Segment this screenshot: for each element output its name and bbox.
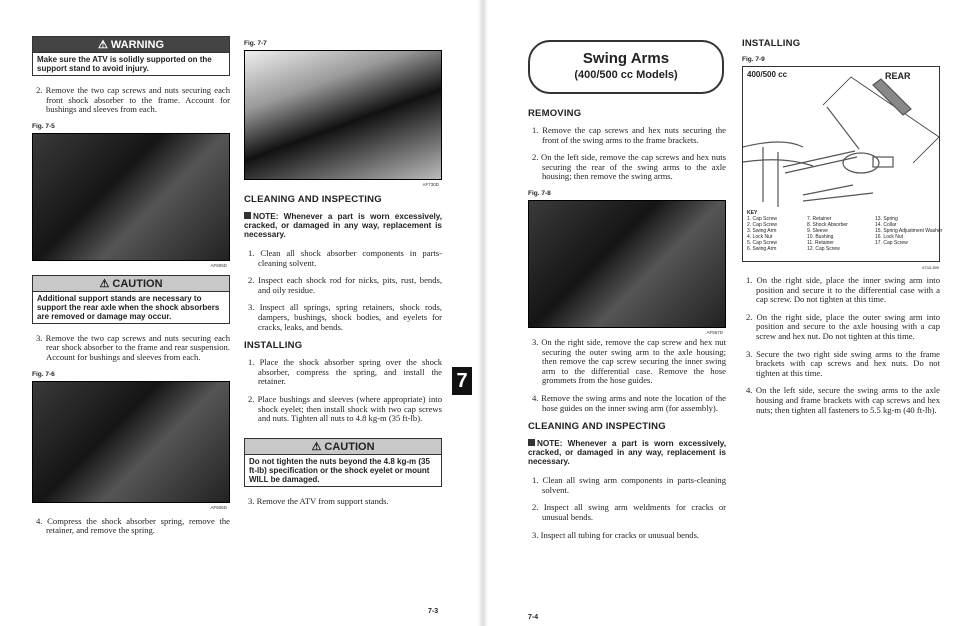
caution-box: [244, 438, 442, 487]
caution-title: ⚠ CAUTION: [33, 276, 229, 291]
figure-label: Fig. 7-5: [32, 122, 55, 130]
right-col-2: [742, 38, 943, 423]
step: 2. Inspect all swing arm weldments for cracks or unusual bends.: [532, 502, 726, 522]
step: 3. Remove the two cap screws and nuts securing each rear shock absorber to the frame and rear suspension. Account for bushings and sleeves from each.: [36, 332, 230, 362]
step: 1. Clean all swing arm components in parts-cleaning solvent.: [532, 475, 726, 495]
figure-label: Fig. 7-9: [742, 56, 765, 63]
section-heading: INSTALLING: [742, 38, 801, 49]
figure-label: Fig. 7-7: [244, 40, 267, 47]
section-tab: 7: [452, 367, 472, 395]
step: 2. Place bushings and sleeves (where appropriate) into shock eyelet; then install shock with two cap screws and nuts. Tighten all nuts to 4.8 kg-m (35 ft-lb).: [248, 393, 442, 424]
step: 2. On the right side, place the outer swing arm into position and secure to the axle housing with a cap screw and hex nut. Do not tighten at this time.: [746, 311, 940, 341]
step: 2. Inspect each shock rod for nicks, pits, rust, bends, and oily residue.: [248, 275, 442, 295]
step: 4. Compress the shock absorber spring, remove the retainer, and remove the spring.: [36, 515, 230, 536]
diagram-key: KEY 1. Cap Screw 7. Retainer 13. Spring 2. Cap Screw 8. Shock Absorber 14. Collar 3. Swing Arm 9. Sleeve 15. Spring Adjustment Washer 4. Lock Nut 10. Bushing 16. Lock Nut 5. Cap Screw 11. Retainer 17. Cap Screw 6. Swing Arm 12. Cap Screw: [747, 210, 943, 252]
section-heading: REMOVING: [528, 108, 582, 119]
caution-box: [32, 275, 230, 324]
section-heading: CLEANING AND INSPECTING: [528, 421, 666, 433]
step: 1. Clean all shock absorber components in parts-cleaning solvent.: [248, 248, 442, 268]
right-col-1: [528, 102, 726, 548]
page-number: 7-4: [528, 614, 539, 621]
diagram-code: 0733-399: [922, 265, 939, 270]
page-title: Swing Arms (400/500 cc Models): [528, 40, 724, 94]
caution-body: Additional support stands are necessary to support the rear axle when the shock absorbers are removed or damage may occur.: [33, 291, 229, 323]
figure-label: Fig. 7-8: [528, 189, 551, 197]
warning-box: [32, 36, 230, 76]
step: 3. Remove the ATV from support stands.: [248, 495, 389, 506]
warning-title: ⚠ WARNING: [33, 37, 229, 52]
figure-photo: AF606D: [32, 381, 230, 503]
caution-title: ⚠ CAUTION: [245, 439, 441, 454]
step: 3. Inspect all tubing for cracks or unusual bends.: [532, 529, 700, 540]
figure-photo: AF667D: [528, 200, 726, 328]
step: 3. Inspect all springs, spring retainers, shock rods, dampers, bushings, shock bodies, and eyelets for cracks, leaks, and bends.: [248, 302, 442, 332]
diagram-side: REAR: [885, 71, 911, 81]
left-col-2: [244, 38, 442, 514]
figure-photo: AF730D: [244, 50, 442, 180]
step: 1. Place the shock absorber spring over the shock absorber, compress the spring, and install the retainer.: [248, 357, 442, 387]
step: 2. Remove the two cap screws and nuts securing each front shock absorber to the frame. Account for bushings and sleeves from each.: [36, 85, 230, 115]
left-col-1: [32, 36, 230, 544]
note: NOTE: Whenever a part is worn excessively, cracked, or damaged in any way, replacement is necessary.: [244, 212, 442, 239]
figure-photo: AF605D: [32, 133, 230, 261]
step: 4. On the left side, secure the swing arms to the axle housing and frame brackets with cap screws and hex nuts; then tighten all fasteners to 5.5 kg-m (40 ft-lb).: [746, 385, 940, 415]
step: 1. On the right side, place the inner swing arm into position and secure it to the differential case with a cap screw. Do not tighten at this time.: [746, 275, 940, 305]
section-heading: INSTALLING: [244, 340, 303, 352]
step: 3. On the right side, remove the cap screw and hex nut securing the outer swing arm to the axle housing; then remove the cap screw securing the inner swing arm to the differential case. Remove the hose grommets from the hose guides.: [532, 336, 726, 386]
step: 4. Remove the swing arms and note the location of the hose guides on the inner swing arm (for assembly).: [532, 392, 726, 413]
step: 1. Remove the cap screws and hex nuts securing the front of the swing arms to the frame brackets.: [532, 125, 726, 145]
page-number: 7-3: [428, 608, 439, 615]
caution-body: Do not tighten the nuts beyond the 4.8 kg-m (35 ft-lb) specification or the shock eyelet or mount WILL be damaged.: [245, 454, 441, 486]
step: 2. On the left side, remove the cap screws and hex nuts securing the rear of the swing arms to the axle housing; then remove the swing arms.: [532, 152, 726, 182]
diagram-model: 400/500 cc: [747, 70, 788, 79]
section-heading: CLEANING AND INSPECTING: [244, 194, 382, 205]
swing-arm-drawing: [743, 67, 939, 207]
figure-label: Fig. 7-6: [32, 370, 55, 378]
page-gutter: [478, 0, 488, 626]
step: 3. Secure the two right side swing arms to the frame brackets with cap screws and hex nuts. Do not tighten at this time.: [746, 348, 940, 378]
warning-body: Make sure the ATV is solidly supported on the support stand to avoid injury.: [33, 52, 229, 75]
note: NOTE: Whenever a part is worn excessively, cracked, or damaged in any way, replacement is necessary.: [528, 439, 726, 467]
exploded-diagram: [742, 66, 943, 270]
